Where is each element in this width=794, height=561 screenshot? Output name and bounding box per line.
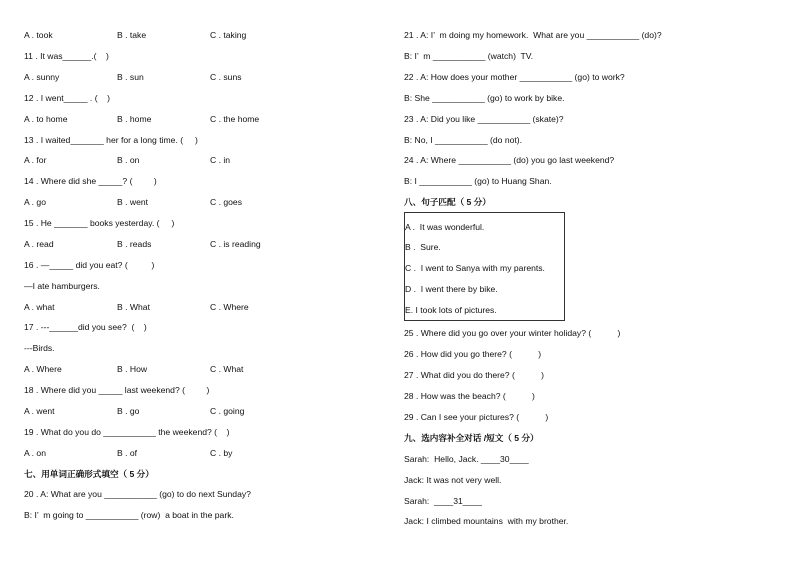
option-a[interactable]: A . on [24,448,46,458]
option-c[interactable]: C . is reading [210,239,261,249]
match-option-d: D . I went there by bike. [405,284,498,294]
option-b[interactable]: B . take [117,30,147,40]
match-option-b: B . Sure. [405,242,441,252]
option-a[interactable]: A . sunny [24,72,60,82]
question-18: 18 . Where did you _____ last weekend? ( ) [24,385,210,395]
option-c[interactable]: C . going [210,406,245,416]
question-23: 23 . A: Did you like ___________ (skate)? [404,114,564,124]
question-29: 29 . Can I see your pictures? ( ) [404,412,549,422]
option-a[interactable]: A . go [24,197,46,207]
question-15: 15 . He _______ books yesterday. ( ) [24,218,175,228]
question-22: 22 . A: How does your mother ___________ (go) to work? [404,72,625,82]
answer-16: —I ate hamburgers. [24,281,100,291]
option-c[interactable]: C . in [210,155,231,165]
options-row [24,448,354,459]
options-row [24,155,354,166]
match-option-c: C . I went to Sanya with my parents. [405,263,545,273]
answer-21: B: I’ m ___________ (watch) TV. [404,51,534,61]
answer-23: B: No, I ___________ (do not). [404,135,523,145]
match-option-a: A . It was wonderful. [405,222,485,232]
question-19: 19 . What do you do ___________ the weekend? ( ) [24,427,230,437]
question-12: 12 . I went_____ . ( ) [24,93,110,103]
dialogue-line: Jack: I climbed mountains with my brother. [404,516,569,526]
options-row [24,197,354,208]
answer-20: B: I’ m going to ___________ (row) a boat in the park. [24,510,234,520]
options-row [24,72,354,83]
option-b[interactable]: B . How [117,364,148,374]
question-14: 14 . Where did she _____? ( ) [24,176,157,186]
question-20: 20 . A: What are you ___________ (go) to do next Sunday? [24,489,251,499]
question-16: 16 . —_____ did you eat? ( ) [24,260,155,270]
option-a[interactable]: A . Where [24,364,62,374]
option-b[interactable]: B . of [117,448,138,458]
option-c[interactable]: C . goes [210,197,243,207]
options-row [24,302,354,313]
option-c[interactable]: C . Where [210,302,249,312]
option-b[interactable]: B . went [117,197,149,207]
option-b[interactable]: B . on [117,155,140,165]
question-17: 17 . ---______did you see? ( ) [24,322,147,332]
option-a[interactable]: A . took [24,30,53,40]
question-11: 11 . It was______.( ) [24,51,109,61]
option-b[interactable]: B . home [117,114,152,124]
option-a[interactable]: A . read [24,239,54,249]
match-option-e: E. I took lots of pictures. [405,305,497,315]
option-c[interactable]: C . by [210,448,233,458]
option-a[interactable]: A . went [24,406,55,416]
question-21: 21 . A: I’ m doing my homework. What are you ___________ (do)? [404,30,662,40]
option-c[interactable]: C . What [210,364,244,374]
question-26: 26 . How did you go there? ( ) [404,349,542,359]
question-27: 27 . What did you do there? ( ) [404,370,544,380]
answer-22: B: She ___________ (go) to work by bike. [404,93,565,103]
options-row [24,30,354,41]
section-8-title: 八、句子匹配（ 5 分） [404,197,491,207]
option-b[interactable]: B . What [117,302,150,312]
option-c[interactable]: C . suns [210,72,242,82]
question-24: 24 . A: Where ___________ (do) you go last weekend? [404,155,615,165]
dialogue-line: Sarah: ____31____ [404,496,482,506]
dialogue-line: Sarah: Hello, Jack. ____30____ [404,454,529,464]
question-13: 13 . I waited_______ her for a long time. ( ) [24,135,198,145]
options-row [24,114,354,125]
option-b[interactable]: B . go [117,406,140,416]
option-a[interactable]: A . for [24,155,47,165]
question-25: 25 . Where did you go over your winter holiday? ( ) [404,328,621,338]
match-options-box [404,212,565,321]
answer-17: ---Birds. [24,343,55,353]
question-28: 28 . How was the beach? ( ) [404,391,535,401]
options-row [24,239,354,250]
section-7-title: 七、用单词正确形式填空（ 5 分） [24,469,154,479]
option-b[interactable]: B . reads [117,239,152,249]
options-row [24,364,354,375]
options-row [24,406,354,417]
section-9-title: 九、选内容补全对话 /短文（ 5 分） [404,433,539,443]
dialogue-line: Jack: It was not very well. [404,475,502,485]
option-a[interactable]: A . to home [24,114,68,124]
answer-24: B: I ___________ (go) to Huang Shan. [404,176,552,186]
option-c[interactable]: C . taking [210,30,247,40]
option-a[interactable]: A . what [24,302,55,312]
option-c[interactable]: C . the home [210,114,260,124]
option-b[interactable]: B . sun [117,72,144,82]
